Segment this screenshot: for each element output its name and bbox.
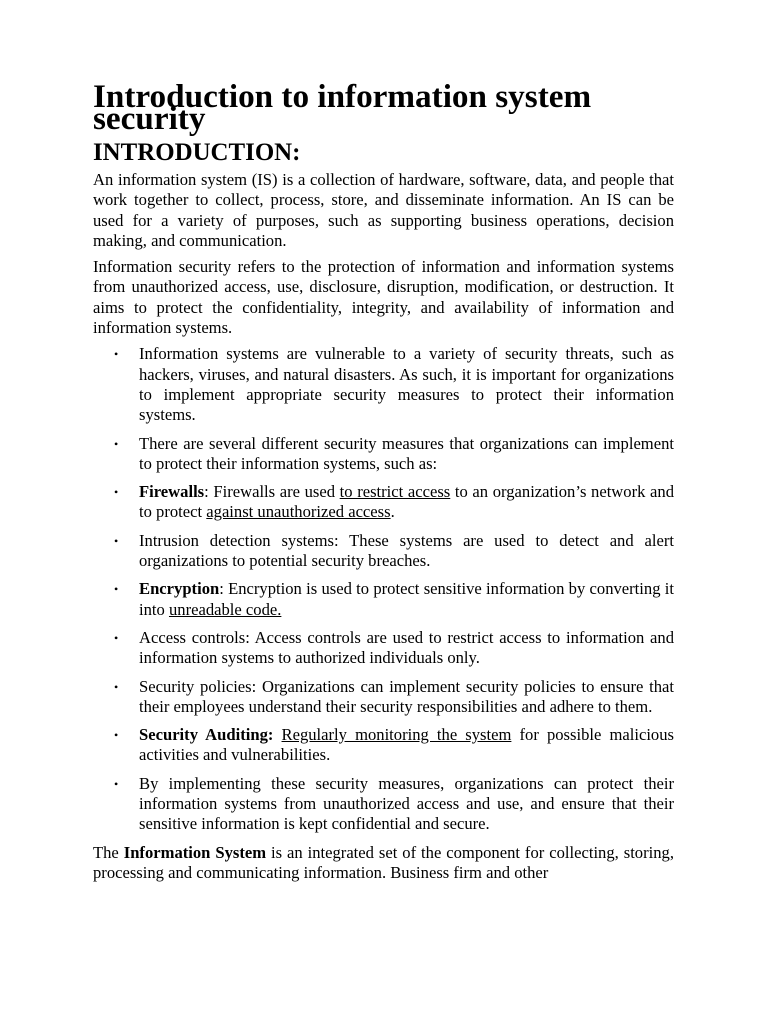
list-item [93, 434, 674, 475]
list-item-text: to an organization’s network and to protect [139, 482, 674, 522]
list-item-text: Intrusion detection systems: These systems are used to detect and alert organizations to potential security breaches. [139, 530, 674, 571]
closing-text: The [93, 842, 124, 862]
list-item [93, 677, 674, 718]
list-item [93, 774, 674, 835]
document-title: Introduction to information system security [93, 78, 592, 137]
bullet-marker: • [114, 728, 119, 743]
list-item-text: There are several different security measures that organizations can implement to protect their information systems, such as: [139, 433, 674, 473]
term-information-system: Information System [123, 842, 267, 862]
underlined-phrase: to restrict access [339, 482, 451, 502]
security-bullet-list [93, 344, 674, 834]
bullet-marker: • [114, 485, 119, 500]
list-item [93, 531, 674, 572]
list-item-text: Information systems are vulnerable to a variety of security threats, such as hackers, viruses, and natural disasters. As such, it is important for organizations to implement appropriate security measures to protect their information systems. [139, 344, 674, 425]
bullet-marker: • [114, 630, 119, 645]
paragraph-information-security: Information security refers to the protection of information and information systems from unauthorized access, use, disclosure, disruption, modification, or destruction. It aims to protect the confidentiality, integrity, and availability of information and information systems. [93, 257, 674, 338]
list-item-text: : Firewalls are used [204, 482, 340, 502]
section-heading: INTRODUCTION: [93, 139, 301, 166]
underlined-phrase: Regularly monitoring the system [281, 725, 512, 745]
bullet-marker: • [114, 436, 119, 451]
list-item [93, 628, 674, 669]
list-item-text: for possible malicious activities and vulnerabilities. [139, 725, 674, 765]
closing-text: is an integrated set of the component for collecting, storing, processing and communicating information. Business firm and other [93, 842, 674, 882]
list-item [93, 344, 674, 425]
list-item-text: Access controls: Access controls are used to restrict access to information and information systems to authorized individuals only. [139, 627, 674, 668]
term-security-auditing: Security Auditing: [139, 725, 274, 745]
term-firewalls: Firewalls [139, 482, 205, 502]
bullet-marker: • [114, 582, 119, 597]
bullet-marker: • [114, 347, 119, 362]
bullet-marker: • [114, 679, 119, 694]
list-item-firewalls [93, 482, 674, 523]
underlined-phrase: against unauthorized access [206, 502, 391, 522]
bullet-marker: • [114, 533, 119, 548]
list-item-text: . [390, 502, 395, 522]
bullet-marker: • [114, 776, 119, 791]
term-encryption: Encryption [139, 579, 220, 599]
list-item-text: Security policies: Organizations can implement security policies to ensure that their employees understand their security responsibilities and adhere to them. [139, 676, 674, 716]
list-item-text: By implementing these security measures, organizations can protect their information systems from unauthorized access and use, and ensure that their sensitive information is kept confidential and secure. [139, 773, 674, 834]
document-body [93, 78, 674, 883]
underlined-phrase: unreadable code. [168, 599, 282, 619]
paragraph-closing [93, 843, 674, 884]
list-item-encryption [93, 579, 674, 620]
list-item-text: : Encryption is used to protect sensitive information by converting it into [139, 579, 674, 619]
list-item-security-auditing [93, 725, 674, 766]
paragraph-information-system: An information system (IS) is a collection of hardware, software, data, and people that work together to collect, process, store, and disseminate information. An IS can be used for a variety of purposes, such as supporting business operations, decision making, and communication. [93, 170, 674, 250]
